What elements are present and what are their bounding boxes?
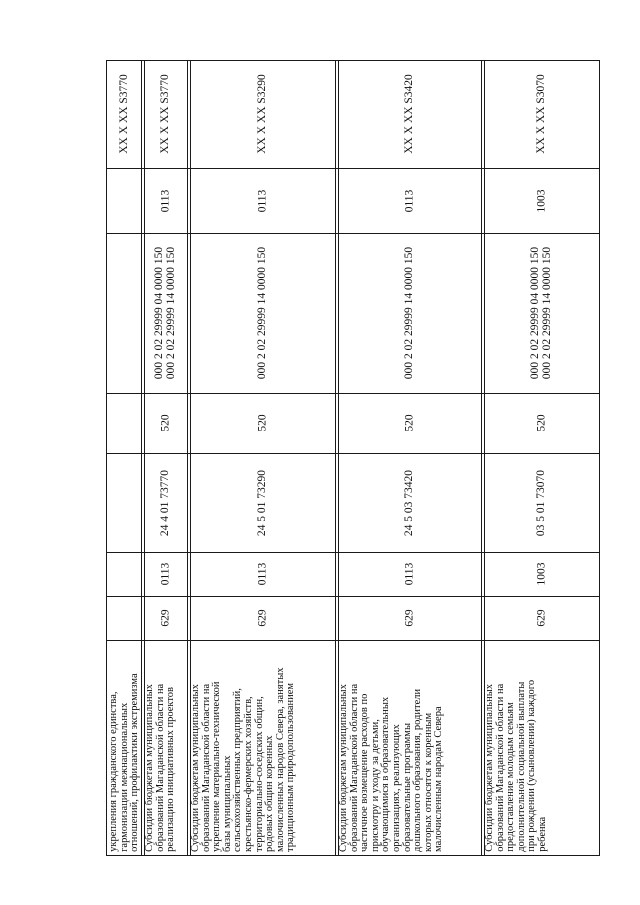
subsidy-table [106, 60, 600, 856]
row-description [191, 644, 297, 852]
column-separator [106, 453, 600, 454]
cell-expense-code: XX X XX S3770 [158, 74, 171, 154]
description-line: реализацию инициативных проектов [165, 686, 177, 852]
cell-revenue-code: 000 2 02 29999 14 0000 150 [403, 246, 416, 380]
cell-expense-code: XX X XX S3420 [402, 74, 415, 154]
cell-expense-type: 520 [159, 414, 172, 432]
description-line: базы муниципальных [221, 755, 233, 852]
table-border-top [106, 60, 600, 61]
cell-section-2: 0113 [158, 189, 171, 212]
cell-target-article: 03 5 01 73070 [535, 469, 548, 536]
cell-code: 629 [403, 609, 416, 627]
description-line: образований Магаданской области на [494, 683, 506, 852]
cell-expense-code: XX X XX S3290 [255, 74, 268, 154]
description-line: присмотру и уходу за детьми, [369, 719, 381, 852]
description-line: образовательные программы [401, 723, 413, 852]
row-separator [141, 60, 142, 856]
row-separator [335, 60, 336, 856]
description-line: при рождении (усыновлении) каждого [526, 679, 538, 852]
description-line: территориально-соседских общин, [253, 696, 265, 852]
cell-revenue-code: 000 2 02 29999 14 0000 150 [165, 246, 178, 380]
description-line: образований Магаданской области на [348, 683, 360, 852]
cell-section-2: 1003 [535, 189, 547, 212]
cell-section: 0113 [158, 562, 171, 586]
column-separator [106, 168, 600, 169]
row-separator [481, 60, 482, 856]
description-line: Субсидии бюджетам муниципальных [338, 684, 350, 852]
description-line: частичное возмещение расходов по [359, 693, 371, 852]
description-line: укрепление материально-технической [211, 681, 223, 852]
cell-expense-code: XX X XX S3070 [534, 74, 547, 154]
column-separator [106, 596, 600, 597]
cell-expense-type: 520 [535, 414, 548, 432]
cell-revenue-code: 000 2 02 29999 04 0000 150 [153, 246, 166, 380]
cell-section: 0113 [255, 562, 268, 586]
description-line: организациях, реализующих [391, 724, 402, 852]
description-line: которых относятся к коренным [422, 712, 434, 852]
description-line: дополнительной социальной выплаты [516, 681, 527, 852]
cell-section: 1003 [535, 562, 547, 586]
description-line: Субсидии бюджетам муниципальных [484, 683, 496, 852]
table-border-bottom [106, 855, 600, 856]
cell-section-2: 0113 [402, 189, 415, 212]
column-separator [106, 640, 600, 641]
row-description [109, 644, 141, 852]
description-line: обучающимися в образовательных [380, 696, 392, 852]
description-line: малочисленным народам Севера [433, 706, 445, 852]
description-line: предоставление молодым семьям [505, 702, 517, 852]
description-line: малочисленных народов Севера, занятых [274, 667, 286, 852]
row-description [339, 644, 445, 852]
description-line: образований Магаданской области на [154, 683, 166, 852]
description-line: традиционным природопользованием [285, 682, 297, 852]
column-separator [106, 233, 600, 234]
description-line: ребенка [537, 816, 549, 852]
cell-target-article: 24 5 01 73290 [256, 469, 269, 536]
description-line: сельскохозяйственных предприятий, [232, 688, 244, 852]
cell-code: 629 [159, 609, 172, 627]
description-line: Субсидии бюджетам муниципальных [144, 684, 156, 852]
description-line: гармонизации межнациональных [118, 702, 130, 852]
cell-revenue-code: 000 2 02 29999 14 0000 150 [256, 246, 269, 380]
cell-section: 0113 [402, 562, 415, 586]
table-border-right [599, 60, 600, 856]
description-line: крестьянско-фермерских хозяйств, [243, 696, 254, 852]
cell-revenue-code: 000 2 02 29999 14 0000 150 [541, 246, 554, 380]
cell-section-2: 0113 [255, 189, 268, 212]
cell-expense-type: 520 [256, 414, 269, 432]
column-separator [106, 552, 600, 553]
cell-revenue-code: 000 2 02 29999 04 0000 150 [529, 246, 542, 380]
column-separator [106, 393, 600, 394]
cell-expense-code: XX X XX S3770 [117, 74, 130, 154]
cell-target-article: 24 5 03 73420 [403, 469, 416, 536]
cell-code: 629 [256, 609, 269, 627]
row-description [145, 644, 177, 852]
description-line: родовых общин коренных [264, 735, 276, 852]
cell-expense-type: 520 [403, 414, 416, 432]
description-line: укрепления гражданского единства, [108, 691, 120, 852]
row-description [485, 644, 549, 852]
cell-target-article: 24 4 01 73770 [159, 469, 172, 536]
cell-code: 629 [535, 609, 548, 627]
row-separator [187, 60, 188, 856]
description-line: отношений, профилактики экстремизма [129, 673, 141, 852]
description-line: Субсидии бюджетам муниципальных [190, 684, 202, 852]
description-line: образований Магаданской области на [200, 683, 212, 852]
description-line: дошкольного образования, родители [412, 688, 424, 852]
